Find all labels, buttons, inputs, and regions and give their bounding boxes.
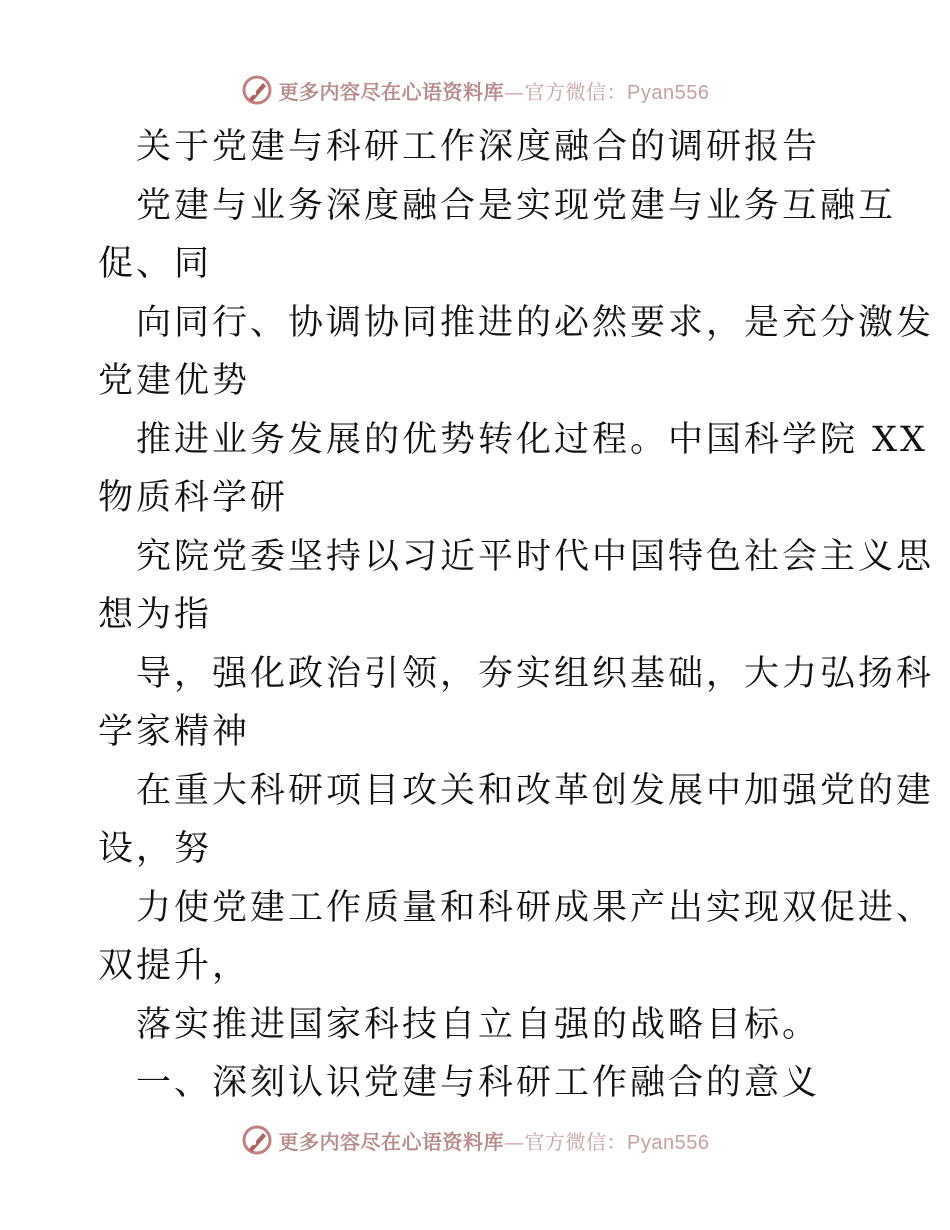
document-line: 推进业务发展的优势转化过程。中国科学院 XX <box>136 419 928 460</box>
document-line: 关于党建与科研工作深度融合的调研报告 <box>136 127 821 167</box>
document-line: 在重大科研项目攻关和改革创发展中加强党的建 <box>136 770 935 811</box>
watermark-text: 更多内容尽在心语资料库—官方微信：Pyan556 <box>278 1129 710 1154</box>
document-line: 力使党建工作质量和科研成果产出实现双促进、 <box>136 887 935 928</box>
document-line: 促、同 <box>98 244 213 284</box>
document-line: 想为指 <box>98 595 213 635</box>
footer-watermark <box>0 1120 950 1160</box>
document-line: 党建与业务深度融合是实现党建与业务互融互 <box>136 185 897 226</box>
header-watermark <box>0 70 950 110</box>
pen-logo-icon <box>241 1124 273 1156</box>
document-line: 学家精神 <box>98 712 251 752</box>
document-line: 导，强化政治引领，夯实组织基础，大力弘扬科 <box>136 653 935 694</box>
document-line: 一、深刻认识党建与科研工作融合的意义 <box>136 1063 821 1103</box>
document-body <box>98 118 935 1113</box>
document-line: 设，努 <box>98 829 213 869</box>
document-line: 究院党委坚持以习近平时代中国特色社会主义思 <box>136 536 935 577</box>
watermark-text: 更多内容尽在心语资料库—官方微信：Pyan556 <box>278 79 710 104</box>
document-line: 物质科学研 <box>98 478 289 518</box>
document-line: 向同行、协调协同推进的必然要求，是充分激发 <box>136 302 935 343</box>
document-line: 党建优势 <box>98 361 251 401</box>
document-line: 落实推进国家科技自立自强的战略目标。 <box>136 1004 821 1045</box>
pen-logo-icon <box>241 74 273 106</box>
document-line: 双提升， <box>98 946 251 986</box>
